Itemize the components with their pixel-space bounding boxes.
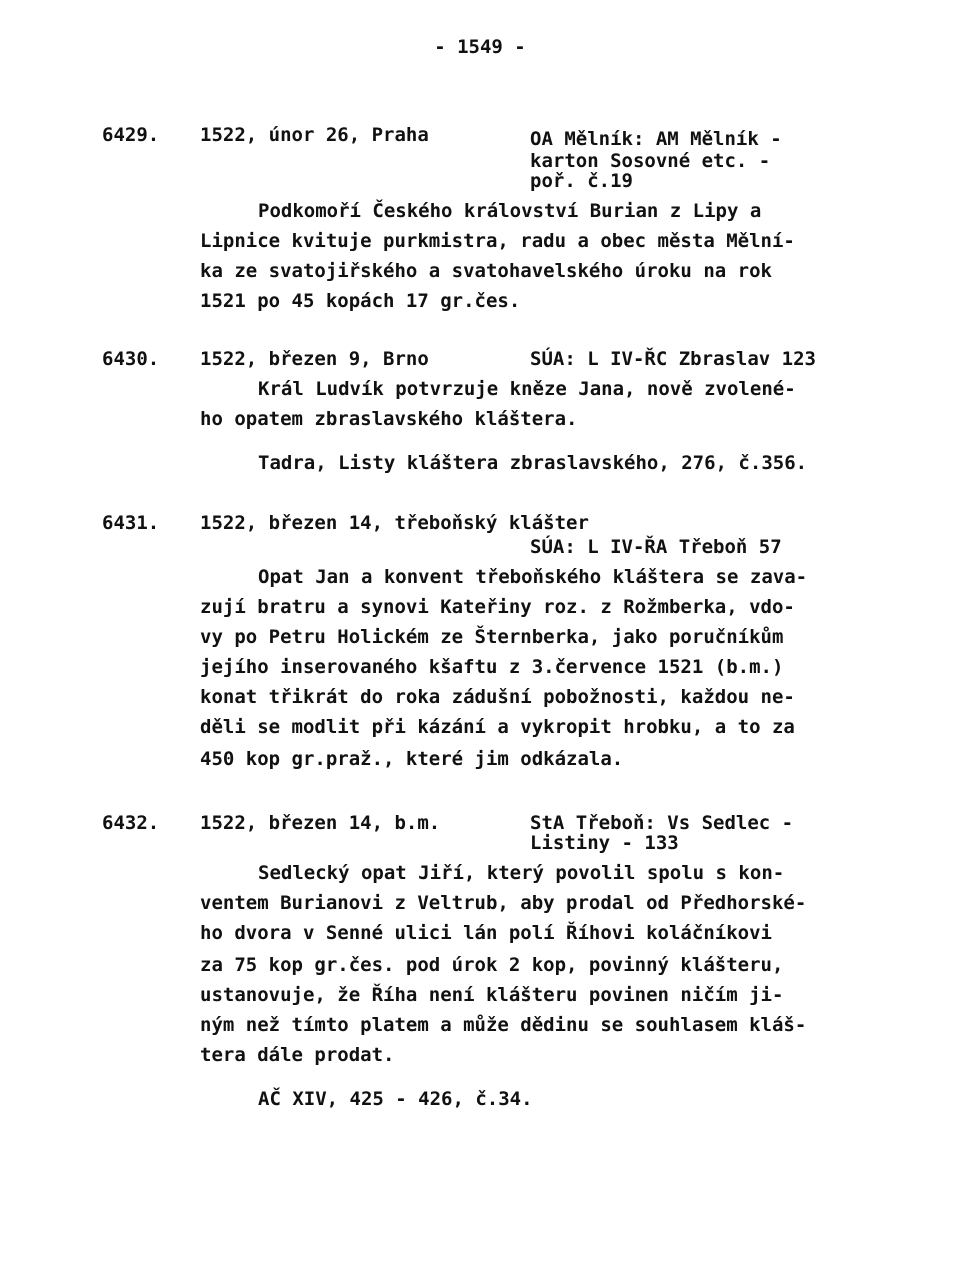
entry-text-line: Lipnice kvituje purkmistra, radu a obec města Mělní-	[200, 230, 795, 252]
entry-source-line: Listiny - 133	[530, 832, 679, 854]
entry-date: 1522, březen 9, Brno	[200, 348, 429, 370]
entry-text-line: zují bratru a synovi Kateřiny roz. z Rožmberka, vdo-	[200, 596, 795, 618]
page-number: - 1549 -	[434, 36, 526, 58]
entry-text-line: tera dále prodat.	[200, 1044, 395, 1066]
entry-text-line: 450 kop gr.praž., které jim odkázala.	[200, 748, 624, 770]
entry-text-line: vy po Petru Holickém ze Šternberka, jako poručníkům	[200, 626, 784, 648]
entry-date: 1522, únor 26, Praha	[200, 124, 429, 146]
entry-source-line: SÚA: L IV-ŘA Třeboň 57	[530, 536, 782, 558]
entry-citation: AČ XIV, 425 - 426, č.34.	[258, 1088, 533, 1110]
entry-text-line: ho dvora v Senné ulici lán polí Říhovi koláčníkovi	[200, 922, 772, 944]
entry-text-line: konat třikrát do roka zádušní pobožnosti, každou ne-	[200, 686, 795, 708]
entry-source-line: karton Sosovné etc. -	[530, 150, 771, 172]
entry-number: 6431.	[102, 512, 160, 534]
entry-text-line: jejího inserovaného kšaftu z 3.července 1521 (b.m.)	[200, 656, 784, 678]
entry-source-line: SÚA: L IV-ŘC Zbraslav 123	[530, 348, 816, 370]
entry-text-line: ustanovuje, že Říha není klášteru povinen ničím ji-	[200, 984, 784, 1006]
entry-source-line: poř. č.19	[530, 170, 633, 192]
entry-date: 1522, březen 14, b.m.	[200, 812, 441, 834]
entry-number: 6429.	[102, 124, 160, 146]
entry-number: 6430.	[102, 348, 160, 370]
entry-citation: Tadra, Listy kláštera zbraslavského, 276, č.356.	[258, 452, 808, 474]
entry-source-line: OA Mělník: AM Mělník -	[530, 128, 782, 150]
entry-text-line: Podkomoří Českého království Burian z Lipy a	[258, 200, 762, 222]
entry-text-line: Opat Jan a konvent třeboňského kláštera se zava-	[258, 566, 808, 588]
entry-text-line: Král Ludvík potvrzuje kněze Jana, nově zvolené-	[258, 378, 796, 400]
entry-text-line: ným než tímto platem a může dědinu se souhlasem kláš-	[200, 1014, 807, 1036]
entry-date: 1522, březen 14, třeboňský klášter	[200, 512, 589, 534]
entry-text-line: ka ze svatojiřského a svatohavelského úroku na rok	[200, 260, 772, 282]
entry-text-line: děli se modlit při kázání a vykropit hrobku, a to za	[200, 716, 795, 738]
entry-text-line: 1521 po 45 kopách 17 gr.čes.	[200, 290, 521, 312]
entry-number: 6432.	[102, 812, 160, 834]
entry-text-line: ventem Burianovi z Veltrub, aby prodal od Předhorské-	[200, 892, 807, 914]
entry-text-line: ho opatem zbraslavského kláštera.	[200, 408, 578, 430]
entry-text-line: Sedlecký opat Jiří, který povolil spolu s kon-	[258, 862, 785, 884]
entry-source-line: StA Třeboň: Vs Sedlec -	[530, 812, 794, 834]
entry-text-line: za 75 kop gr.čes. pod úrok 2 kop, povinný klášteru,	[200, 954, 784, 976]
